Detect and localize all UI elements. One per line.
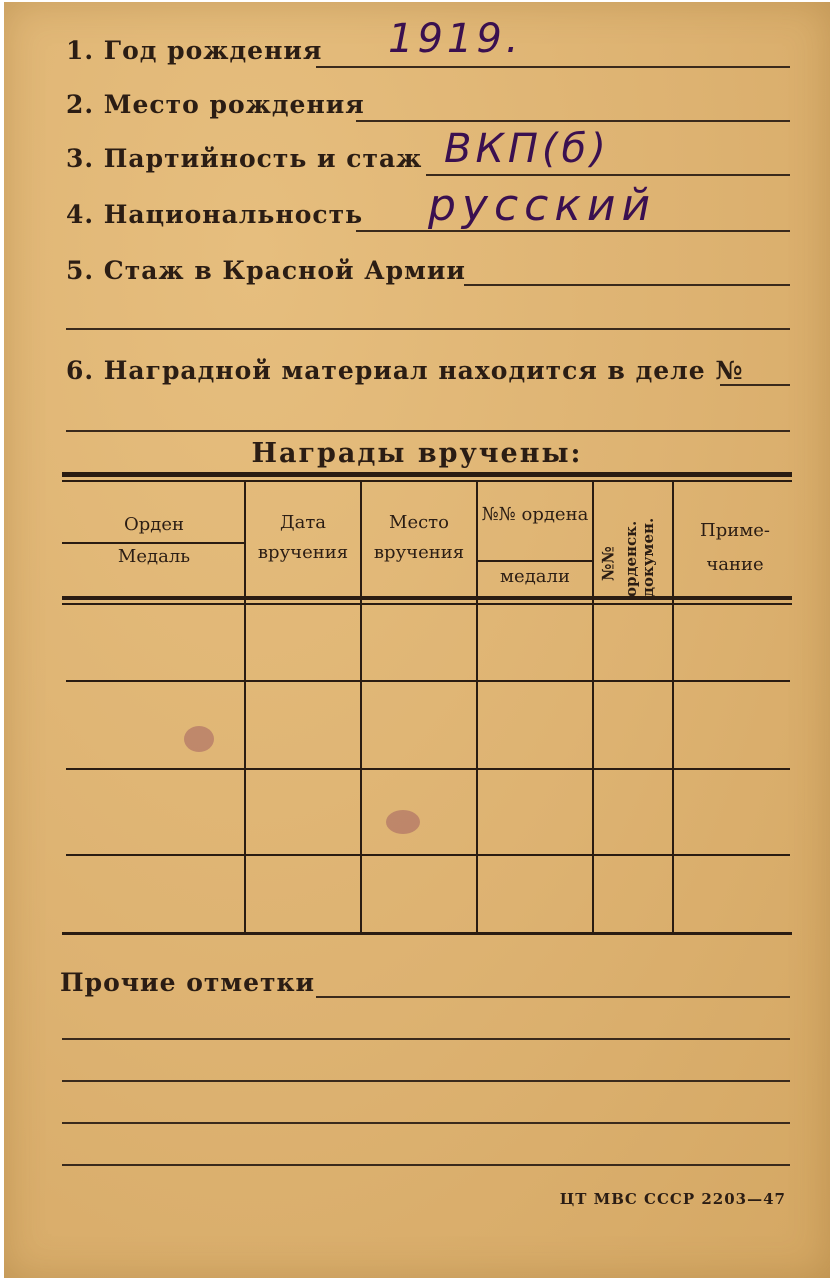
header-bottom-rule [62, 596, 792, 600]
ink-stain [184, 726, 214, 752]
other-marks-line [316, 996, 790, 998]
other-marks-line-5 [62, 1164, 790, 1166]
award-file-line [720, 384, 790, 386]
col-rule-2 [360, 482, 362, 932]
awards-title: Награды вручены: [251, 438, 583, 469]
col-rule-5 [672, 482, 674, 932]
header-place: Место вручения [373, 512, 465, 563]
birth-year-value: 1919. [388, 16, 523, 62]
table-top-rule-2 [62, 480, 792, 482]
red-army-label: 5. Стаж в Красной Армии [66, 256, 466, 285]
col-rule-1 [244, 482, 246, 932]
header-date: Дата вручения [257, 512, 349, 563]
other-marks-label: Прочие отметки [60, 968, 316, 997]
row-rule-2 [66, 768, 790, 770]
col-rule-3 [476, 482, 478, 932]
table-top-rule [62, 472, 792, 477]
row-rule-1 [66, 680, 790, 682]
award-card [4, 2, 830, 1278]
nationality-value: русский [428, 180, 657, 231]
header-doc-no: №№ [598, 546, 618, 581]
red-army-line [464, 284, 790, 286]
party-line [426, 174, 790, 176]
birth-year-label: 1. Год рождения [66, 36, 323, 65]
party-label: 3. Партийность и стаж [66, 144, 423, 173]
award-file-label: 6. Наградной материал находится в деле № [66, 356, 744, 385]
header-bottom-rule-2 [62, 603, 792, 605]
other-marks-line-4 [62, 1122, 790, 1124]
row-rule-3 [66, 854, 790, 856]
header-medal: Медаль [117, 546, 191, 567]
other-marks-line-3 [62, 1080, 790, 1082]
header-numbers: №№ ордена [481, 504, 589, 525]
birth-year-line [316, 66, 790, 68]
ink-stain-2 [386, 810, 420, 834]
birth-place-line [356, 120, 790, 122]
header-numbers-medal: медали [500, 566, 570, 587]
party-value: ВКП(б) [444, 126, 610, 172]
nationality-label: 4. Национальность [66, 200, 364, 229]
print-code: ЦТ МВС СССР 2203—47 [559, 1190, 786, 1208]
award-file-line-2 [66, 430, 790, 432]
header-doc-label: орденск. докумен. [622, 517, 657, 597]
header-note: Приме- чание [700, 520, 770, 575]
col-rule-4 [592, 482, 594, 932]
header-order: Орден [123, 514, 184, 535]
red-army-line-2 [66, 328, 790, 330]
table-bottom-rule [62, 932, 792, 935]
other-marks-line-2 [62, 1038, 790, 1040]
birth-place-label: 2. Место рождения [66, 90, 365, 119]
